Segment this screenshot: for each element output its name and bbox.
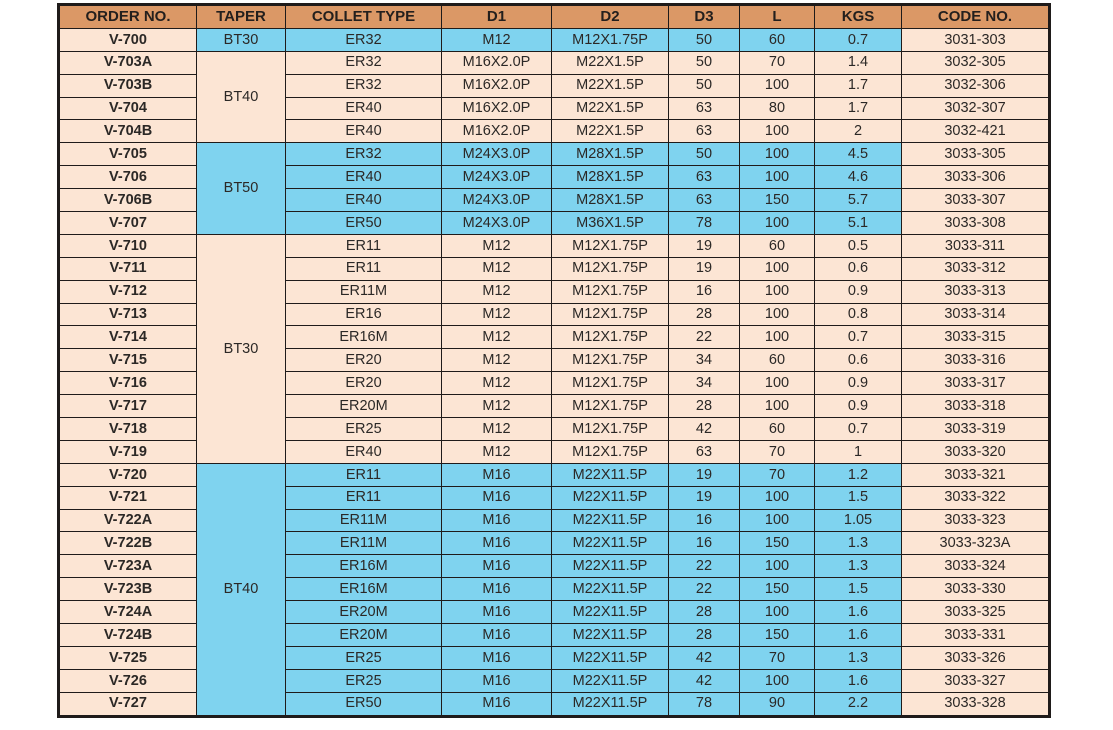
d3-cell: 50 [669,28,740,51]
kgs-cell: 1.2 [815,463,902,486]
d3-cell: 50 [669,74,740,97]
taper-cell: BT50 [197,143,286,235]
collet-cell: ER50 [286,692,442,716]
order-no-cell: V-715 [59,349,197,372]
column-header-d2: D2 [552,5,669,29]
d3-cell: 63 [669,120,740,143]
d2-cell: M12X1.75P [552,395,669,418]
d1-cell: M16 [442,509,552,532]
kgs-cell: 1.3 [815,532,902,555]
d3-cell: 63 [669,440,740,463]
d3-cell: 28 [669,601,740,624]
d2-cell: M28X1.5P [552,166,669,189]
d2-cell: M22X11.5P [552,509,669,532]
d2-cell: M12X1.75P [552,326,669,349]
kgs-cell: 1.3 [815,646,902,669]
collet-cell: ER40 [286,440,442,463]
l-cell: 100 [740,395,815,418]
d2-cell: M22X11.5P [552,692,669,716]
d1-cell: M16 [442,486,552,509]
d2-cell: M12X1.75P [552,234,669,257]
code-cell: 3031-303 [902,28,1050,51]
d2-cell: M12X1.75P [552,28,669,51]
column-header-code-no: CODE NO. [902,5,1050,29]
kgs-cell: 1.6 [815,624,902,647]
d3-cell: 22 [669,555,740,578]
d3-cell: 63 [669,97,740,120]
d1-cell: M16 [442,532,552,555]
d2-cell: M12X1.75P [552,303,669,326]
order-no-cell: V-710 [59,234,197,257]
order-no-cell: V-716 [59,372,197,395]
kgs-cell: 0.5 [815,234,902,257]
code-cell: 3032-306 [902,74,1050,97]
code-cell: 3033-316 [902,349,1050,372]
collet-cell: ER25 [286,418,442,441]
l-cell: 60 [740,28,815,51]
d2-cell: M22X1.5P [552,74,669,97]
d2-cell: M12X1.75P [552,257,669,280]
code-cell: 3033-308 [902,212,1050,235]
kgs-cell: 1.7 [815,74,902,97]
kgs-cell: 1.6 [815,669,902,692]
code-cell: 3033-315 [902,326,1050,349]
code-cell: 3033-318 [902,395,1050,418]
code-cell: 3033-317 [902,372,1050,395]
d1-cell: M12 [442,303,552,326]
code-cell: 3032-305 [902,51,1050,74]
d3-cell: 19 [669,257,740,280]
l-cell: 100 [740,509,815,532]
d1-cell: M12 [442,395,552,418]
code-cell: 3033-306 [902,166,1050,189]
d2-cell: M12X1.75P [552,372,669,395]
d2-cell: M22X11.5P [552,646,669,669]
kgs-cell: 1.5 [815,486,902,509]
d1-cell: M24X3.0P [442,143,552,166]
collet-cell: ER32 [286,51,442,74]
order-no-cell: V-722B [59,532,197,555]
d2-cell: M12X1.75P [552,440,669,463]
l-cell: 100 [740,601,815,624]
l-cell: 150 [740,624,815,647]
l-cell: 150 [740,578,815,601]
d3-cell: 42 [669,646,740,669]
l-cell: 100 [740,326,815,349]
d2-cell: M22X11.5P [552,578,669,601]
d3-cell: 16 [669,532,740,555]
l-cell: 100 [740,303,815,326]
l-cell: 100 [740,120,815,143]
d1-cell: M12 [442,372,552,395]
order-no-cell: V-704 [59,97,197,120]
kgs-cell: 1.6 [815,601,902,624]
collet-cell: ER16M [286,578,442,601]
d3-cell: 19 [669,486,740,509]
collet-cell: ER11 [286,486,442,509]
l-cell: 70 [740,646,815,669]
d2-cell: M22X1.5P [552,120,669,143]
l-cell: 150 [740,189,815,212]
kgs-cell: 0.8 [815,303,902,326]
code-cell: 3033-305 [902,143,1050,166]
column-header-collet-type: COLLET TYPE [286,5,442,29]
collet-cell: ER16 [286,303,442,326]
d1-cell: M16 [442,624,552,647]
d3-cell: 16 [669,280,740,303]
d1-cell: M16 [442,578,552,601]
l-cell: 70 [740,440,815,463]
collet-chuck-spec-table [57,3,1051,718]
collet-cell: ER40 [286,97,442,120]
table-row [59,51,1050,74]
d3-cell: 42 [669,418,740,441]
code-cell: 3033-307 [902,189,1050,212]
code-cell: 3033-324 [902,555,1050,578]
order-no-cell: V-706 [59,166,197,189]
column-header-order-no: ORDER NO. [59,5,197,29]
order-no-cell: V-703B [59,74,197,97]
collet-cell: ER32 [286,74,442,97]
collet-cell: ER20 [286,372,442,395]
l-cell: 150 [740,532,815,555]
column-header-d3: D3 [669,5,740,29]
d3-cell: 28 [669,624,740,647]
order-no-cell: V-722A [59,509,197,532]
d1-cell: M24X3.0P [442,212,552,235]
d2-cell: M36X1.5P [552,212,669,235]
d3-cell: 42 [669,669,740,692]
kgs-cell: 0.9 [815,395,902,418]
l-cell: 100 [740,486,815,509]
kgs-cell: 1.05 [815,509,902,532]
collet-cell: ER32 [286,143,442,166]
collet-cell: ER11M [286,280,442,303]
order-no-cell: V-723A [59,555,197,578]
table-row [59,463,1050,486]
d1-cell: M16X2.0P [442,51,552,74]
order-no-cell: V-727 [59,692,197,716]
code-cell: 3033-321 [902,463,1050,486]
collet-cell: ER20M [286,395,442,418]
taper-cell: BT30 [197,234,286,463]
d2-cell: M22X11.5P [552,555,669,578]
l-cell: 100 [740,143,815,166]
d1-cell: M16 [442,463,552,486]
d1-cell: M24X3.0P [442,189,552,212]
kgs-cell: 5.7 [815,189,902,212]
taper-cell: BT40 [197,463,286,716]
kgs-cell: 1.4 [815,51,902,74]
kgs-cell: 1.3 [815,555,902,578]
d3-cell: 34 [669,349,740,372]
table-body [59,28,1050,716]
order-no-cell: V-724A [59,601,197,624]
d1-cell: M12 [442,280,552,303]
d1-cell: M16 [442,646,552,669]
d3-cell: 16 [669,509,740,532]
d1-cell: M12 [442,440,552,463]
kgs-cell: 0.7 [815,28,902,51]
collet-cell: ER11 [286,257,442,280]
kgs-cell: 1 [815,440,902,463]
collet-cell: ER16M [286,555,442,578]
d1-cell: M16 [442,692,552,716]
collet-cell: ER25 [286,646,442,669]
column-header-kgs: KGS [815,5,902,29]
code-cell: 3033-313 [902,280,1050,303]
order-no-cell: V-700 [59,28,197,51]
order-no-cell: V-714 [59,326,197,349]
order-no-cell: V-721 [59,486,197,509]
taper-cell: BT40 [197,51,286,143]
d1-cell: M12 [442,349,552,372]
table-row [59,28,1050,51]
d1-cell: M12 [442,257,552,280]
d3-cell: 19 [669,463,740,486]
order-no-cell: V-712 [59,280,197,303]
kgs-cell: 4.5 [815,143,902,166]
d3-cell: 28 [669,395,740,418]
l-cell: 60 [740,234,815,257]
code-cell: 3033-326 [902,646,1050,669]
table-row [59,143,1050,166]
l-cell: 70 [740,463,815,486]
d2-cell: M22X11.5P [552,601,669,624]
order-no-cell: V-717 [59,395,197,418]
kgs-cell: 0.7 [815,418,902,441]
collet-cell: ER40 [286,166,442,189]
order-no-cell: V-719 [59,440,197,463]
d2-cell: M12X1.75P [552,280,669,303]
collet-cell: ER20M [286,601,442,624]
d3-cell: 63 [669,189,740,212]
kgs-cell: 2.2 [815,692,902,716]
taper-cell: BT30 [197,28,286,51]
code-cell: 3032-421 [902,120,1050,143]
collet-cell: ER11M [286,532,442,555]
d1-cell: M24X3.0P [442,166,552,189]
kgs-cell: 0.6 [815,349,902,372]
d2-cell: M22X11.5P [552,669,669,692]
order-no-cell: V-718 [59,418,197,441]
l-cell: 100 [740,669,815,692]
d1-cell: M12 [442,326,552,349]
d3-cell: 22 [669,578,740,601]
d1-cell: M16X2.0P [442,120,552,143]
d1-cell: M16 [442,555,552,578]
l-cell: 90 [740,692,815,716]
order-no-cell: V-713 [59,303,197,326]
d2-cell: M22X1.5P [552,51,669,74]
d2-cell: M22X11.5P [552,463,669,486]
code-cell: 3033-323A [902,532,1050,555]
order-no-cell: V-711 [59,257,197,280]
d3-cell: 19 [669,234,740,257]
order-no-cell: V-720 [59,463,197,486]
l-cell: 100 [740,372,815,395]
collet-cell: ER32 [286,28,442,51]
code-cell: 3033-312 [902,257,1050,280]
order-no-cell: V-707 [59,212,197,235]
column-header-taper: TAPER [197,5,286,29]
order-no-cell: V-703A [59,51,197,74]
d1-cell: M16 [442,669,552,692]
d3-cell: 28 [669,303,740,326]
code-cell: 3033-330 [902,578,1050,601]
order-no-cell: V-704B [59,120,197,143]
collet-cell: ER40 [286,189,442,212]
d2-cell: M22X1.5P [552,97,669,120]
d1-cell: M12 [442,418,552,441]
l-cell: 100 [740,257,815,280]
code-cell: 3033-311 [902,234,1050,257]
order-no-cell: V-705 [59,143,197,166]
d2-cell: M22X11.5P [552,532,669,555]
d2-cell: M12X1.75P [552,418,669,441]
order-no-cell: V-723B [59,578,197,601]
code-cell: 3032-307 [902,97,1050,120]
order-no-cell: V-726 [59,669,197,692]
code-cell: 3033-320 [902,440,1050,463]
kgs-cell: 0.7 [815,326,902,349]
d2-cell: M28X1.5P [552,143,669,166]
kgs-cell: 1.7 [815,97,902,120]
d2-cell: M22X11.5P [552,486,669,509]
d3-cell: 78 [669,212,740,235]
d1-cell: M16X2.0P [442,97,552,120]
order-no-cell: V-724B [59,624,197,647]
code-cell: 3033-323 [902,509,1050,532]
kgs-cell: 0.6 [815,257,902,280]
l-cell: 60 [740,418,815,441]
d1-cell: M16 [442,601,552,624]
code-cell: 3033-314 [902,303,1050,326]
l-cell: 100 [740,555,815,578]
order-no-cell: V-706B [59,189,197,212]
d1-cell: M16X2.0P [442,74,552,97]
kgs-cell: 0.9 [815,372,902,395]
header-row [59,5,1050,29]
code-cell: 3033-322 [902,486,1050,509]
code-cell: 3033-328 [902,692,1050,716]
kgs-cell: 0.9 [815,280,902,303]
code-cell: 3033-319 [902,418,1050,441]
code-cell: 3033-331 [902,624,1050,647]
l-cell: 60 [740,349,815,372]
d3-cell: 63 [669,166,740,189]
kgs-cell: 2 [815,120,902,143]
collet-cell: ER50 [286,212,442,235]
d2-cell: M28X1.5P [552,189,669,212]
collet-cell: ER40 [286,120,442,143]
collet-cell: ER25 [286,669,442,692]
kgs-cell: 1.5 [815,578,902,601]
collet-cell: ER16M [286,326,442,349]
l-cell: 80 [740,97,815,120]
l-cell: 100 [740,74,815,97]
code-cell: 3033-327 [902,669,1050,692]
l-cell: 100 [740,166,815,189]
d2-cell: M22X11.5P [552,624,669,647]
table-row [59,234,1050,257]
collet-cell: ER20 [286,349,442,372]
order-no-cell: V-725 [59,646,197,669]
collet-cell: ER11M [286,509,442,532]
d2-cell: M12X1.75P [552,349,669,372]
collet-cell: ER20M [286,624,442,647]
column-header-d1: D1 [442,5,552,29]
d3-cell: 50 [669,143,740,166]
l-cell: 100 [740,280,815,303]
collet-cell: ER11 [286,463,442,486]
kgs-cell: 5.1 [815,212,902,235]
l-cell: 100 [740,212,815,235]
d3-cell: 34 [669,372,740,395]
code-cell: 3033-325 [902,601,1050,624]
l-cell: 70 [740,51,815,74]
d3-cell: 50 [669,51,740,74]
column-header-l: L [740,5,815,29]
d1-cell: M12 [442,234,552,257]
d3-cell: 22 [669,326,740,349]
d1-cell: M12 [442,28,552,51]
collet-cell: ER11 [286,234,442,257]
kgs-cell: 4.6 [815,166,902,189]
d3-cell: 78 [669,692,740,716]
